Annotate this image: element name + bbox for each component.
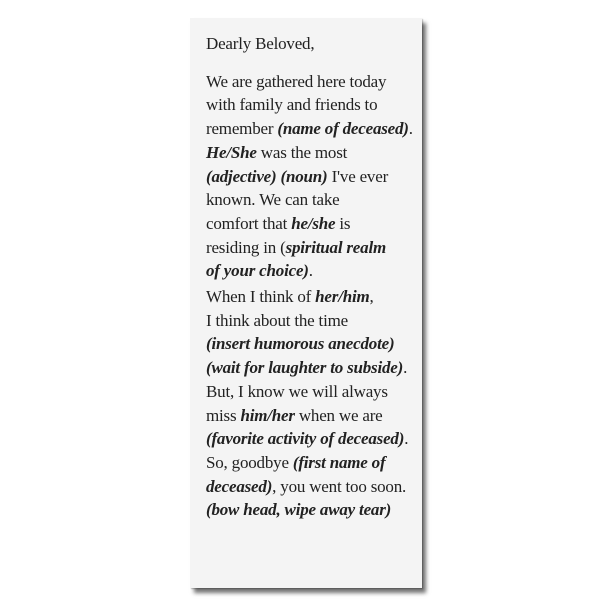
text-segment: I've ever <box>327 166 389 186</box>
text-line <box>206 285 416 309</box>
placeholder-name-of-deceased: (name of deceased) <box>277 119 409 139</box>
placeholder-pronoun: He/She <box>206 142 257 162</box>
text-line <box>206 141 416 165</box>
text-line <box>206 117 416 141</box>
text-line <box>206 451 416 475</box>
text-line <box>206 427 416 451</box>
text-line: We are gathered here today <box>206 71 387 91</box>
text-segment: residing in ( <box>206 237 286 257</box>
placeholder-pronoun: he/she <box>291 213 336 233</box>
paragraph-memories <box>206 285 416 522</box>
text-line <box>206 475 416 499</box>
greeting <box>206 32 416 56</box>
text-segment: So, goodbye <box>206 452 293 472</box>
text-line: known. We can take <box>206 190 340 210</box>
text-segment: , <box>369 287 374 307</box>
text-segment: . <box>408 119 413 139</box>
text-line: But, I know we will always <box>206 381 388 401</box>
text-line <box>206 236 416 260</box>
eulogy-card <box>190 18 422 588</box>
text-segment: comfort that <box>206 213 292 233</box>
text-line <box>206 165 416 189</box>
text-segment: , you went too soon. <box>272 476 407 496</box>
text-segment: When I think of <box>206 287 316 307</box>
text-segment: miss <box>206 405 241 425</box>
text-segment: remember <box>206 119 278 139</box>
placeholder-adjective-noun: (adjective) (noun) <box>206 166 328 186</box>
text-segment: . <box>403 358 408 378</box>
placeholder-first-name: (first name of <box>292 452 386 472</box>
text-segment: is <box>335 213 351 233</box>
text-segment: . <box>404 429 409 449</box>
placeholder-bow-head: (bow head, wipe away tear) <box>206 500 392 520</box>
placeholder-pronoun: her/him <box>315 287 370 307</box>
text-line <box>206 259 416 283</box>
placeholder-spiritual-realm: of your choice) <box>206 261 309 281</box>
placeholder-pronoun: him/her <box>240 405 295 425</box>
placeholder-spiritual-realm: spiritual realm <box>285 237 386 257</box>
greeting-line: Dearly Beloved, <box>206 34 315 53</box>
placeholder-first-name: deceased) <box>206 476 273 496</box>
text-segment: when we are <box>294 405 383 425</box>
placeholder-humorous-anecdote: (insert humorous anecdote) <box>206 334 395 354</box>
text-line: I think about the time <box>206 310 348 330</box>
text-segment: . <box>308 261 313 281</box>
paragraph-gathered <box>206 70 416 283</box>
text-segment: was the most <box>256 142 348 162</box>
text-line <box>206 356 416 380</box>
text-line <box>206 212 416 236</box>
text-line: with family and friends to <box>206 95 378 115</box>
placeholder-wait-for-laughter: (wait for laughter to subside) <box>206 358 404 378</box>
text-line <box>206 404 416 428</box>
placeholder-favorite-activity: (favorite activity of deceased) <box>206 429 405 449</box>
